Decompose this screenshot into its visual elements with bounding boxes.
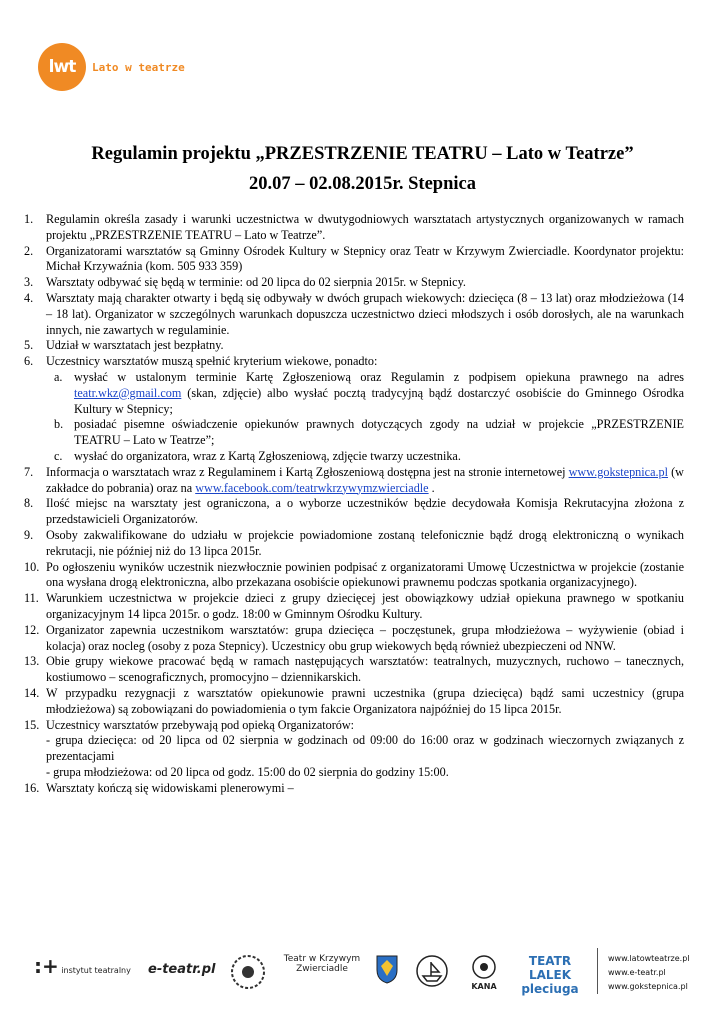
list-item: 2. Organizatorami warsztatów są Gminny Ośrodek Kultury w Stepnicy oraz Teatr w Krzywym Zwierciadle. Koordynator projektu: Michał Krzywaźnia (kom. 505 933 359) — [24, 243, 684, 274]
list-item: 4. Warsztaty mają charakter otwarty i będą się odbywały w dwóch grupach wiekowych: dziecięca (8 – 13 lat) oraz młodzieżowa (14 – 18 lat). Organizator w szczególnych warunkach dopuszcza uczestnictwo dzieci młodszych i osób dorosłych, ale na warunkach innych, nie zawartych w regulaminie. — [24, 290, 684, 337]
gok-emblem-icon — [230, 954, 266, 990]
footer-sponsors — [0, 948, 725, 998]
logo-text: Lato w teatrze — [92, 60, 185, 74]
regulations-list — [24, 212, 684, 796]
list-item: 1. Regulamin określa zasady i warunki uczestnictwa w dwutygodniowych warsztatach artystycznych organizowanych w ramach projektu „PRZESTRZENIE TEATRU – Lato w Teatrze”. — [24, 212, 684, 242]
list-item: 12. Organizator zapewnia uczestnikom warsztatów: grupa dziecięca – poczęstunek, grupa młodzieżowa – wyżywienie (obiad i kolacja) oraz nocleg (osoby z poza Stepnicy). Uczestnicy obu grup wiekowych będą również ubezpieczeni od NNW. — [24, 622, 684, 653]
list-item: 13. Obie grupy wiekowe pracować będą w ramach następujących warsztatów: teatralnych, muzycznych, ruchowo – tanecznych, kostiumowo – scenograficznych, promocyjno – dziennikarskich. — [24, 654, 684, 685]
instytut-teatralny-logo: :+ instytut teatralny — [34, 954, 131, 978]
footer-urls — [608, 952, 690, 994]
list-item: 3. Warsztaty odbywać się będą w terminie: od 20 lipca do 02 sierpnia 2015r. w Stepnicy. — [24, 275, 466, 290]
pleciuga-logo: TEATR LALEK pleciuga — [521, 954, 579, 996]
sub-item: b. posiadać pisemne oświadczenie opiekunów prawnych dotyczących zgody na udział w projekcie „PRZESTRZENIE TEATRU – Lato w Teatrze”; — [54, 417, 684, 448]
list-item: 7. Informacja o warsztatach wraz z Regulaminem i Kartą Zgłoszeniową dostępna jest na stronie internetowej www.gokstepnica.pl (w zakładce do pobrania) oraz na www.facebook.com/teatrwkrzywymzwierciadle . — [24, 464, 684, 495]
list-item: 11. Warunkiem uczestnictwa w projekcie dzieci z grupy dziecięcej jest obowiązkowy udział opiekuna prawnego w spotkaniu organizacyjnym 14 lipca 2015r. o godz. 18:00 w Gminnym Ośrodku Kultury. — [24, 591, 684, 621]
gok-logo — [228, 954, 268, 992]
list-item: 10. Po ogłoszeniu wyników uczestnik niezwłocznie powinien podpisać z organizatorami Umowę Uczestnictwa w projekcie (zostanie ona wysłana drogą elektroniczna, albo przekazana osobiście opiekunowi prawnemu podczas spotkania organizacyjnego). — [24, 559, 684, 590]
document-subtitle: 20.07 – 02.08.2015r. Stepnica — [249, 174, 476, 194]
list-item: 16. Warsztaty kończą się widowiskami plenerowymi – — [24, 780, 294, 795]
e-teatr-logo: e-teatr.pl — [148, 962, 216, 977]
teatr-krzywe-zwierciadlo-logo: Teatr w Krzywym Zwierciadle — [283, 954, 361, 974]
kana-logo: KANA — [464, 954, 504, 991]
coat-of-arms-icon — [372, 954, 402, 986]
list-item: 9. Osoby zakwalifikowane do udziału w projekcie powiadomione zostaną telefonicznie bądź drogą elektroniczną o wynikach rekrutacji, nie później niż do 13 lipca 2015r. — [24, 527, 684, 558]
list-item: 15. Uczestnicy warsztatów przebywają pod opieką Organizatorów: - grupa dziecięca: od 20 lipca od 02 sierpnia w godzinach od 09:00 do 16:00 oraz w godzinach wieczornych związanych z prezentacjami - grupa młodzieżowa: od 20 lipca od godz. 15:00 do 02 sierpnia do godziny 15:00. — [24, 717, 684, 779]
ship-logo-icon — [414, 954, 450, 990]
list-item: 6. Uczestnicy warsztatów muszą spełnić kryterium wiekowe, ponadto: — [24, 354, 378, 369]
kana-emblem-icon — [468, 954, 500, 980]
sub-item: c. wysłać do organizatora, wraz z Kartą Zgłoszeniową, zdjęcie twarzy uczestnika. — [54, 448, 461, 463]
divider — [597, 948, 598, 994]
gok-website-link[interactable]: www.gokstepnica.pl — [568, 464, 669, 479]
list-item: 8. Ilość miejsc na warsztaty jest ograniczona, a o wyborze uczestników będzie decydowała Komisja Rekrutacyjna złożona z przedstawicieli Organizatorów. — [24, 496, 684, 527]
sub-item: a. wysłać w ustalonym terminie Kartę Zgłoszeniową oraz Regulamin z podpisem opiekuna prawnego na adres teatr.wkz@gmail.com (skan, zdjęcie) albo wysłać pocztą tradycyjną bądź dostarczyć osobiście do Gminnego Ośrodka Kultury w Stepnicy; — [54, 369, 684, 416]
document-title: Regulamin projektu „PRZESTRZENIE TEATRU – Lato w Teatrze” — [91, 144, 634, 164]
logo-mark: lwt — [38, 43, 86, 91]
list-item: 14. W przypadku rezygnacji z warsztatów opiekunowie prawni uczestnika (grupa dziecięca) bądź sami uczestnicy (grupa młodzieżowa) są zobowiązani do powiadomienia o tym fakcie Organizatora najpóźniej do 15 lipca 2015r. — [24, 685, 684, 716]
email-link[interactable]: teatr.wkz@gmail.com — [74, 385, 182, 400]
facebook-link[interactable]: www.facebook.com/teatrwkrzywymzwierciadle — [195, 480, 429, 495]
url-e-teatr[interactable]: www.e-teatr.pl — [608, 968, 666, 977]
header-logo — [38, 43, 185, 91]
url-gokstepnica[interactable]: www.gokstepnica.pl — [608, 982, 688, 991]
url-latowteatrze[interactable]: www.latowteatrze.pl — [608, 954, 690, 963]
list-item: 5. Udział w warsztatach jest bezpłatny. — [24, 338, 224, 353]
